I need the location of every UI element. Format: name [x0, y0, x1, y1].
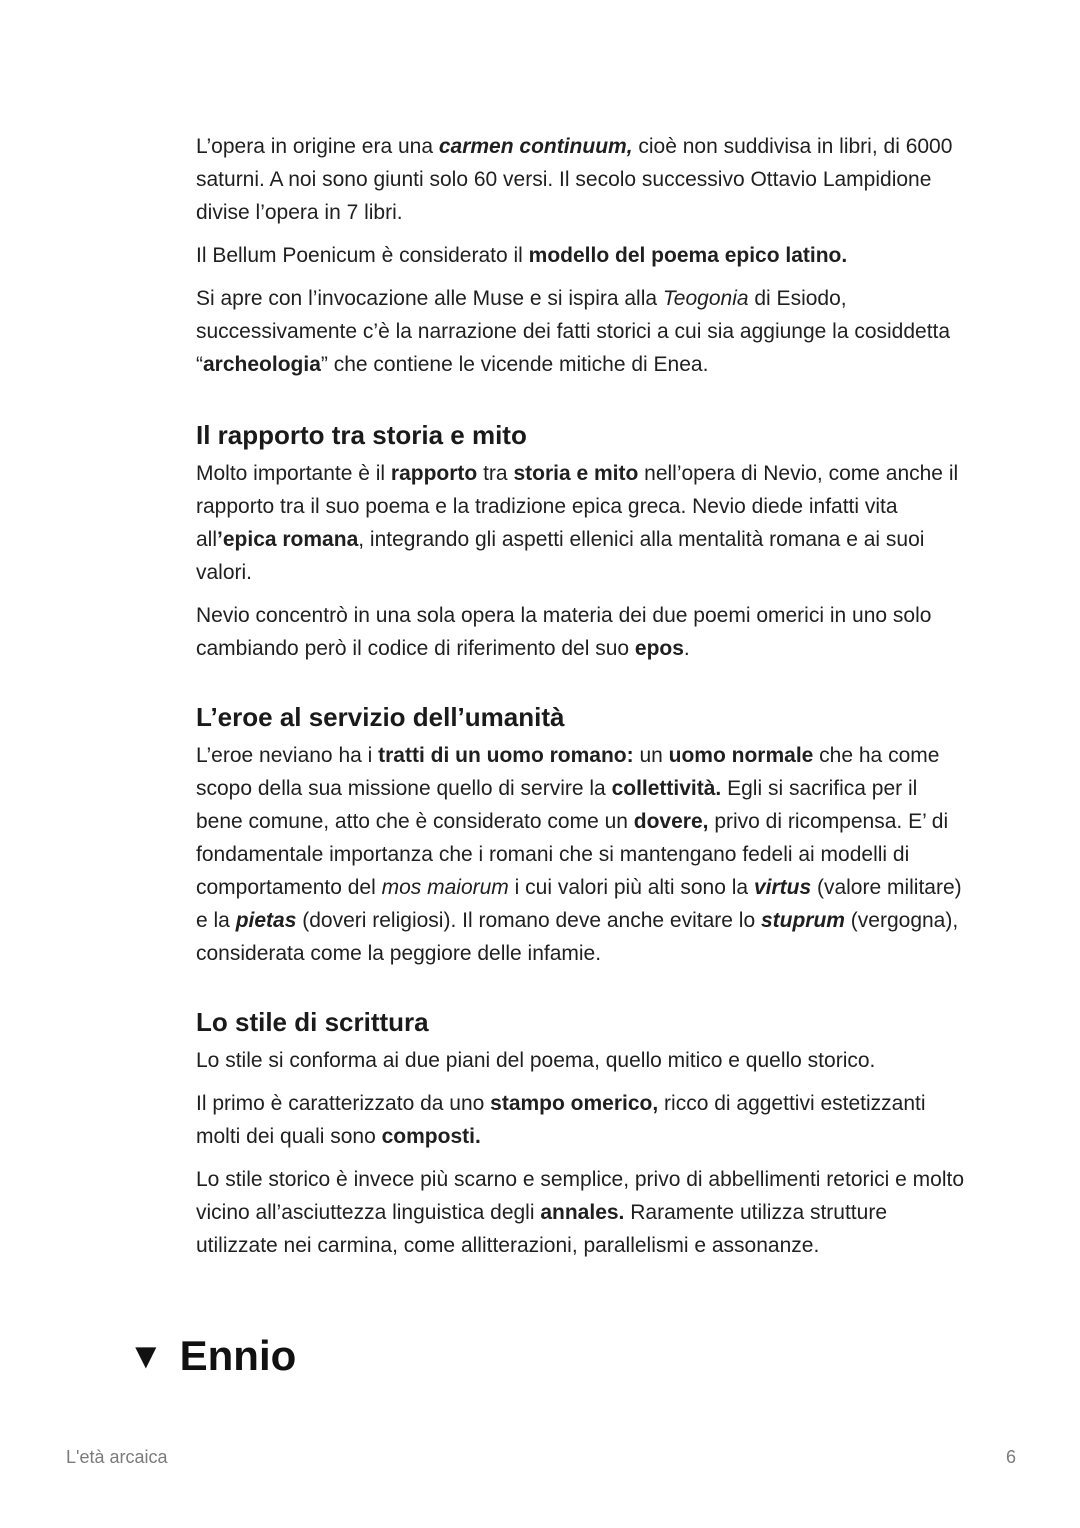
paragraph: Il primo è caratterizzato da uno stampo omerico, ricco di aggettivi estetizzanti molti dei quali sono composti.	[196, 1092, 926, 1148]
toggle-section-ennio[interactable]	[128, 1326, 296, 1386]
heading-stile: Lo stile di scrittura	[196, 1007, 429, 1037]
paragraph: Lo stile storico è invece più scarno e semplice, privo di abbellimenti retorici e molto vicino all’asciuttezza linguistica degli annales. Raramente utilizza strutture utilizzate nei carmina, come allitterazioni, parallelismi e assonanze.	[196, 1168, 965, 1257]
paragraph: Molto importante è il rapporto tra storia e mito nell’opera di Nevio, come anche il rapporto tra il suo poema e la tradizione epica greca. Nevio diede infatti vita all’epica romana, integrando gli aspetti ellenici alla mentalità romana e ai suoi valori.	[196, 462, 959, 584]
section-title: Ennio	[179, 1332, 297, 1379]
page-content	[196, 130, 966, 1272]
paragraph: Nevio concentrò in una sola opera la materia dei due poemi omerici in uno solo cambiando però il codice di riferimento del suo epos.	[196, 604, 932, 660]
paragraph: Il Bellum Poenicum è considerato il modello del poema epico latino.	[196, 244, 848, 267]
footer-page-number: 6	[1005, 1447, 1016, 1467]
paragraph: Si apre con l’invocazione alle Muse e si ispira alla Teogonia di Esiodo, successivamente c’è la narrazione dei fatti storici a cui sia aggiunge la cosiddetta “archeologia” che contiene le vicende mitiche di Enea.	[196, 287, 951, 376]
heading-storia-mito: Il rapporto tra storia e mito	[196, 420, 527, 450]
footer-doc-title: L'età arcaica	[66, 1447, 168, 1467]
paragraph: L’eroe neviano ha i tratti di un uomo romano: un uomo normale che ha come scopo della sua missione quello di servire la collettività. Egli si sacrifica per il bene comune, atto che è considerato come un dovere, privo di ricompensa. E’ di fondamentale importanza che i romani che si mantengano fedeli ai modelli di comportamento del mos maiorum i cui valori più alti sono la virtus (valore militare) e la pietas (doveri religiosi). Il romano deve anche evitare lo stuprum (vergogna), considerata come la peggiore delle infamie.	[196, 744, 962, 965]
triangle-down-icon[interactable]: ▼	[128, 1335, 164, 1376]
heading-eroe: L’eroe al servizio dell’umanità	[196, 702, 565, 732]
paragraph: Lo stile si conforma ai due piani del poema, quello mitico e quello storico.	[196, 1049, 876, 1072]
paragraph: L’opera in origine era una carmen continuum, cioè non suddivisa in libri, di 6000 saturni. A noi sono giunti solo 60 versi. Il secolo successivo Ottavio Lampidione divise l’opera in 7 libri.	[196, 135, 953, 224]
